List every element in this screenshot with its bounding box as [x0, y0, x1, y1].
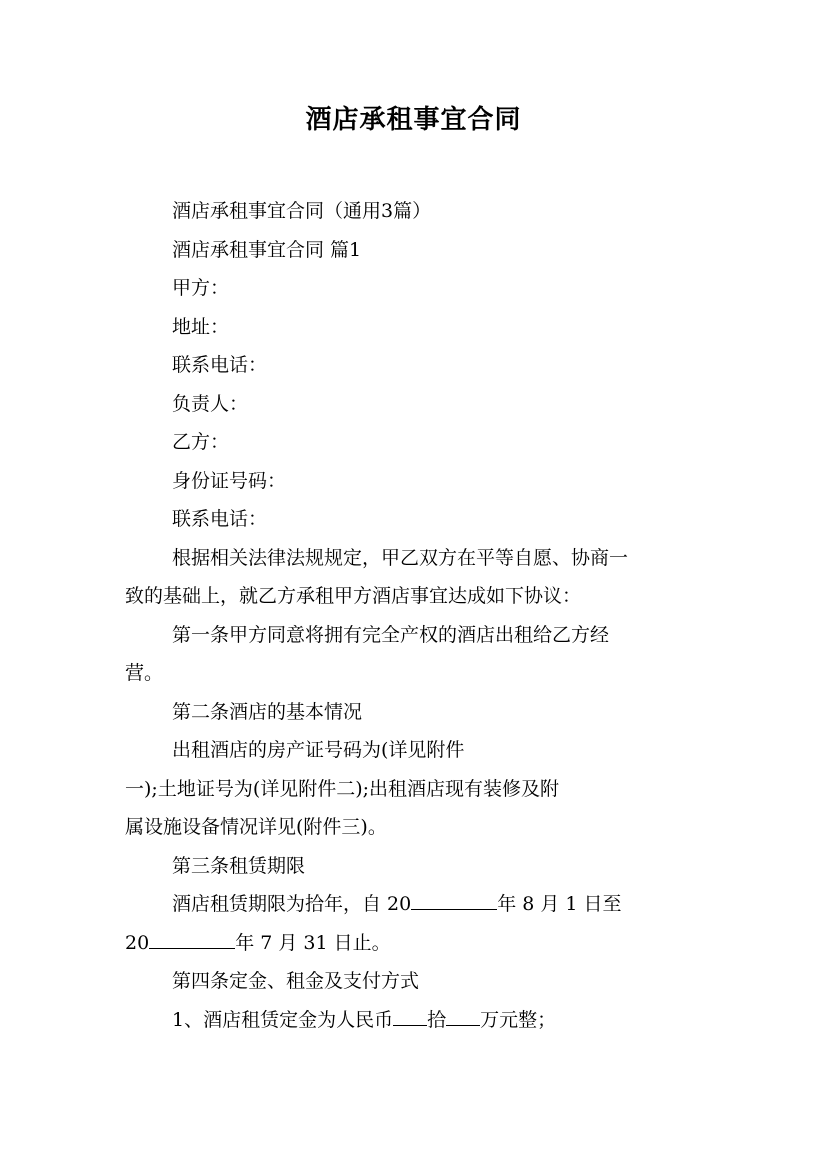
paragraph-lease-term: [125, 885, 703, 962]
article-two-heading: 第二条酒店的基本情况: [172, 700, 363, 723]
text-line: [125, 885, 703, 924]
text-line: 第一条甲方同意将拥有完全产权的酒店出租给乙方经: [172, 623, 610, 646]
phone-label-b: 联系电话：: [172, 508, 268, 530]
deposit-clause: [125, 1001, 703, 1040]
text-line: 致的基础上，就乙方承租甲方酒店事宜达成如下协议：: [125, 585, 582, 607]
fill-blank: [446, 1005, 480, 1026]
paragraph-land-certificate: [125, 770, 703, 847]
document-body: [125, 192, 703, 1039]
fill-blank: [149, 928, 235, 949]
party-a-label: 甲方：: [172, 277, 230, 299]
text-line: 根据相关法律法规规定，甲乙双方在平等自愿、协商一: [172, 546, 629, 569]
property-certificate-text: 出租酒店的房产证号码为(详见附件: [172, 739, 465, 761]
article-three-heading: 第三条租赁期限: [172, 854, 306, 877]
lease-end-text: 年 7 月 31 日止。: [235, 931, 391, 954]
deposit-text: 1、酒店租赁定金为人民币: [172, 1008, 394, 1031]
article-four-heading: 第四条定金、租金及支付方式: [172, 970, 420, 992]
lease-term-text: 酒店租赁期限为拾年，自 20: [172, 893, 412, 915]
paragraph-section-title: 酒店承租事宜合同 篇1: [172, 238, 362, 261]
id-number-label: 身份证号码：: [172, 469, 287, 492]
deposit-ten-text: 拾: [427, 1008, 447, 1031]
text-line: [125, 924, 703, 963]
paragraph-article-one: [125, 616, 703, 693]
document-title: 酒店承租事宜合同: [305, 105, 522, 135]
year-prefix-text: 20: [125, 931, 150, 954]
deposit-unit-text: 万元整；: [480, 1008, 557, 1031]
party-b-label: 乙方：: [172, 431, 230, 453]
fill-blank: [393, 1005, 427, 1026]
text-line: 营。: [125, 662, 164, 684]
fill-blank: [411, 889, 497, 910]
paragraph-heading-general: 酒店承租事宜合同（通用3篇）: [172, 200, 432, 222]
text-line: 属设施设备情况详见(附件三)。: [125, 816, 387, 838]
phone-label-a: 联系电话：: [172, 354, 268, 376]
text-line: 一);土地证号为(详见附件二);出租酒店现有装修及附: [125, 777, 560, 800]
lease-start-text: 年 8 月 1 日至: [497, 893, 622, 915]
address-label: 地址：: [172, 315, 230, 338]
responsible-person-label: 负责人：: [172, 392, 249, 415]
paragraph-agreement-intro: [125, 539, 703, 616]
